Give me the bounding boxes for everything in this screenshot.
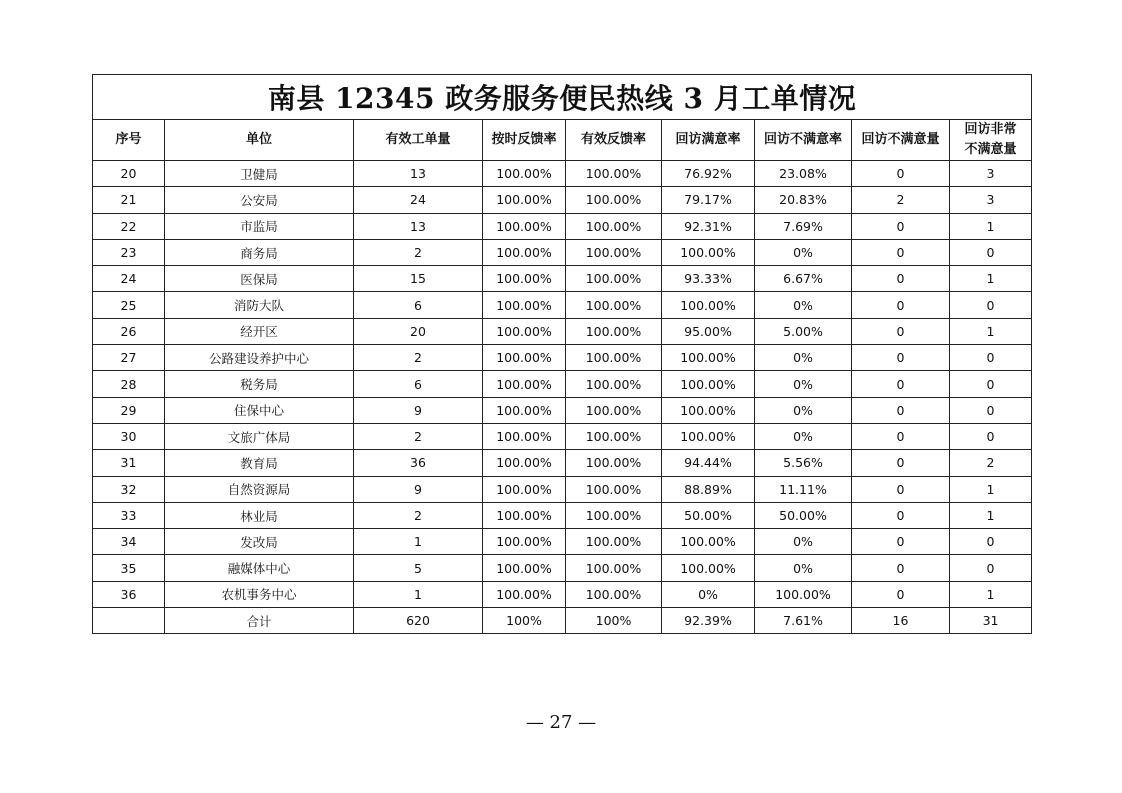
table-cell: 16 (852, 608, 950, 634)
table-cell: 100.00% (662, 239, 755, 265)
table-cell: 36 (93, 581, 165, 607)
table-cell: 税务局 (165, 371, 354, 397)
table-cell: 24 (93, 266, 165, 292)
table-cell: 经开区 (165, 318, 354, 344)
table-cell: 0% (755, 239, 852, 265)
table-cell: 11.11% (755, 476, 852, 502)
table-cell: 0 (852, 476, 950, 502)
page-number: — 27 — (525, 712, 597, 733)
table-cell: 100.00% (662, 529, 755, 555)
table-cell: 1 (950, 581, 1032, 607)
table-cell: 1 (950, 213, 1032, 239)
table-cell: 0 (852, 239, 950, 265)
table-row (93, 450, 1032, 476)
table-title: 南县 12345 政务服务便民热线 3 月工单情况 (93, 75, 1032, 120)
table-cell: 100.00% (566, 345, 662, 371)
table-cell: 31 (950, 608, 1032, 634)
table-cell: 13 (354, 213, 483, 239)
table-cell: 0 (852, 266, 950, 292)
table-row (93, 529, 1032, 555)
table-cell: 100.00% (483, 555, 566, 581)
table-cell: 100% (566, 608, 662, 634)
table-cell: 34 (93, 529, 165, 555)
table-cell: 农机事务中心 (165, 581, 354, 607)
table-cell: 21 (93, 187, 165, 213)
table-cell: 2 (950, 450, 1032, 476)
table-row (93, 292, 1032, 318)
table-cell: 94.44% (662, 450, 755, 476)
table-cell: 100.00% (566, 555, 662, 581)
table-cell: 5.00% (755, 318, 852, 344)
table-cell: 100.00% (755, 581, 852, 607)
table-cell: 28 (93, 371, 165, 397)
column-header: 回访不满意率 (755, 120, 852, 161)
table-row (93, 581, 1032, 607)
table-row (93, 345, 1032, 371)
table-cell: 50.00% (755, 502, 852, 528)
table-cell: 100.00% (483, 423, 566, 449)
table-cell: 23.08% (755, 161, 852, 187)
table-cell: 合计 (165, 608, 354, 634)
table-cell: 0 (852, 371, 950, 397)
column-header: 单位 (165, 120, 354, 161)
table-cell: 100.00% (662, 371, 755, 397)
table-cell: 100.00% (483, 318, 566, 344)
table-cell: 1 (354, 581, 483, 607)
table-cell: 卫健局 (165, 161, 354, 187)
table-row (93, 502, 1032, 528)
work-order-table (92, 74, 1032, 634)
table-cell: 5 (354, 555, 483, 581)
table-cell: 0 (852, 213, 950, 239)
table-cell: 100% (483, 608, 566, 634)
table-cell: 消防大队 (165, 292, 354, 318)
table-cell: 100.00% (483, 161, 566, 187)
table-cell: 发改局 (165, 529, 354, 555)
table-cell: 100.00% (566, 371, 662, 397)
table-cell: 76.92% (662, 161, 755, 187)
table-cell: 市监局 (165, 213, 354, 239)
table-cell: 100.00% (566, 529, 662, 555)
table-cell: 0% (755, 345, 852, 371)
table-cell: 23 (93, 239, 165, 265)
table-cell: 100.00% (662, 345, 755, 371)
table-cell (93, 608, 165, 634)
total-row (93, 608, 1032, 634)
table-cell: 100.00% (566, 239, 662, 265)
table-cell: 100.00% (483, 292, 566, 318)
column-header: 回访不满意量 (852, 120, 950, 161)
table-cell: 0 (950, 239, 1032, 265)
table-row (93, 423, 1032, 449)
table-cell: 1 (950, 318, 1032, 344)
table-cell: 100.00% (566, 213, 662, 239)
table-row (93, 371, 1032, 397)
table-cell: 29 (93, 397, 165, 423)
table-cell: 100.00% (483, 345, 566, 371)
table-cell: 25 (93, 292, 165, 318)
table-cell: 33 (93, 502, 165, 528)
table-cell: 0 (950, 423, 1032, 449)
table-cell: 35 (93, 555, 165, 581)
table-cell: 林业局 (165, 502, 354, 528)
column-header: 有效反馈率 (566, 120, 662, 161)
table-cell: 100.00% (566, 318, 662, 344)
table-row (93, 213, 1032, 239)
table-cell: 7.69% (755, 213, 852, 239)
table-cell: 100.00% (662, 423, 755, 449)
table-cell: 27 (93, 345, 165, 371)
table-row (93, 318, 1032, 344)
table-cell: 2 (354, 502, 483, 528)
table-cell: 20.83% (755, 187, 852, 213)
table-cell: 0 (852, 555, 950, 581)
table-cell: 13 (354, 161, 483, 187)
table-cell: 100.00% (566, 292, 662, 318)
table-cell: 100.00% (483, 502, 566, 528)
table-cell: 3 (950, 161, 1032, 187)
table-cell: 0% (755, 555, 852, 581)
table-cell: 2 (354, 345, 483, 371)
table-cell: 100.00% (566, 450, 662, 476)
table-row (93, 266, 1032, 292)
table-cell: 31 (93, 450, 165, 476)
table-cell: 20 (93, 161, 165, 187)
table-cell: 100.00% (483, 529, 566, 555)
table-cell: 教育局 (165, 450, 354, 476)
header-row (93, 120, 1032, 161)
table-cell: 100.00% (483, 476, 566, 502)
table-cell: 100.00% (566, 423, 662, 449)
table-cell: 92.39% (662, 608, 755, 634)
table-cell: 公安局 (165, 187, 354, 213)
table-cell: 自然资源局 (165, 476, 354, 502)
table-cell: 100.00% (483, 371, 566, 397)
table-row (93, 397, 1032, 423)
table-row (93, 555, 1032, 581)
table-cell: 0 (852, 581, 950, 607)
table-body (93, 161, 1032, 634)
table-cell: 30 (93, 423, 165, 449)
table-cell: 1 (950, 476, 1032, 502)
table-cell: 32 (93, 476, 165, 502)
table-cell: 0 (852, 423, 950, 449)
table-cell: 6 (354, 292, 483, 318)
table-cell: 0 (950, 371, 1032, 397)
table-cell: 6 (354, 371, 483, 397)
table-cell: 100.00% (566, 397, 662, 423)
table-cell: 92.31% (662, 213, 755, 239)
table-cell: 100.00% (566, 187, 662, 213)
table-cell: 1 (354, 529, 483, 555)
table-cell: 100.00% (566, 476, 662, 502)
column-header: 序号 (93, 120, 165, 161)
table-cell: 2 (852, 187, 950, 213)
table-cell: 公路建设养护中心 (165, 345, 354, 371)
table-cell: 100.00% (662, 397, 755, 423)
table-cell: 1 (950, 266, 1032, 292)
table-cell: 26 (93, 318, 165, 344)
table-cell: 0% (755, 292, 852, 318)
table-cell: 7.61% (755, 608, 852, 634)
table-cell: 79.17% (662, 187, 755, 213)
table-cell: 100.00% (483, 187, 566, 213)
table-cell: 15 (354, 266, 483, 292)
table-cell: 24 (354, 187, 483, 213)
table-cell: 文旅广体局 (165, 423, 354, 449)
table-cell: 100.00% (566, 581, 662, 607)
table-cell: 100.00% (566, 161, 662, 187)
table-cell: 2 (354, 423, 483, 449)
table-cell: 0 (950, 397, 1032, 423)
table-cell: 36 (354, 450, 483, 476)
table-cell: 9 (354, 397, 483, 423)
table-cell: 93.33% (662, 266, 755, 292)
column-header: 按时反馈率 (483, 120, 566, 161)
table-cell: 0 (852, 397, 950, 423)
table-cell: 0 (950, 555, 1032, 581)
table-cell: 0% (755, 371, 852, 397)
table-row (93, 187, 1032, 213)
table-cell: 0 (950, 292, 1032, 318)
table-cell: 0 (852, 529, 950, 555)
table-cell: 0 (852, 450, 950, 476)
table-cell: 6.67% (755, 266, 852, 292)
table-row (93, 161, 1032, 187)
table-cell: 100.00% (662, 292, 755, 318)
table-cell: 620 (354, 608, 483, 634)
table-cell: 0 (852, 161, 950, 187)
table-cell: 100.00% (483, 213, 566, 239)
table-cell: 100.00% (566, 266, 662, 292)
table-cell: 0% (755, 423, 852, 449)
table-cell: 95.00% (662, 318, 755, 344)
column-header: 回访满意率 (662, 120, 755, 161)
table-row (93, 476, 1032, 502)
table-cell: 3 (950, 187, 1032, 213)
column-header: 有效工单量 (354, 120, 483, 161)
table-cell: 100.00% (483, 239, 566, 265)
column-header: 回访非常 不满意量 (950, 120, 1032, 161)
table-cell: 5.56% (755, 450, 852, 476)
table-row (93, 239, 1032, 265)
table-cell: 商务局 (165, 239, 354, 265)
table-cell: 0% (755, 529, 852, 555)
table-cell: 100.00% (483, 397, 566, 423)
table-cell: 0 (852, 502, 950, 528)
table-cell: 2 (354, 239, 483, 265)
table-cell: 88.89% (662, 476, 755, 502)
table-cell: 100.00% (483, 450, 566, 476)
table-cell: 0% (662, 581, 755, 607)
table-cell: 100.00% (483, 266, 566, 292)
table-cell: 0 (852, 318, 950, 344)
table-cell: 100.00% (566, 502, 662, 528)
table-cell: 9 (354, 476, 483, 502)
table-cell: 1 (950, 502, 1032, 528)
table-cell: 100.00% (483, 581, 566, 607)
table-cell: 0 (950, 529, 1032, 555)
table-cell: 住保中心 (165, 397, 354, 423)
table-cell: 0 (852, 292, 950, 318)
table-cell: 50.00% (662, 502, 755, 528)
table-cell: 0% (755, 397, 852, 423)
table-cell: 医保局 (165, 266, 354, 292)
table-cell: 0 (950, 345, 1032, 371)
table-cell: 22 (93, 213, 165, 239)
table-cell: 100.00% (662, 555, 755, 581)
table-cell: 融媒体中心 (165, 555, 354, 581)
table-cell: 0 (852, 345, 950, 371)
table-cell: 20 (354, 318, 483, 344)
